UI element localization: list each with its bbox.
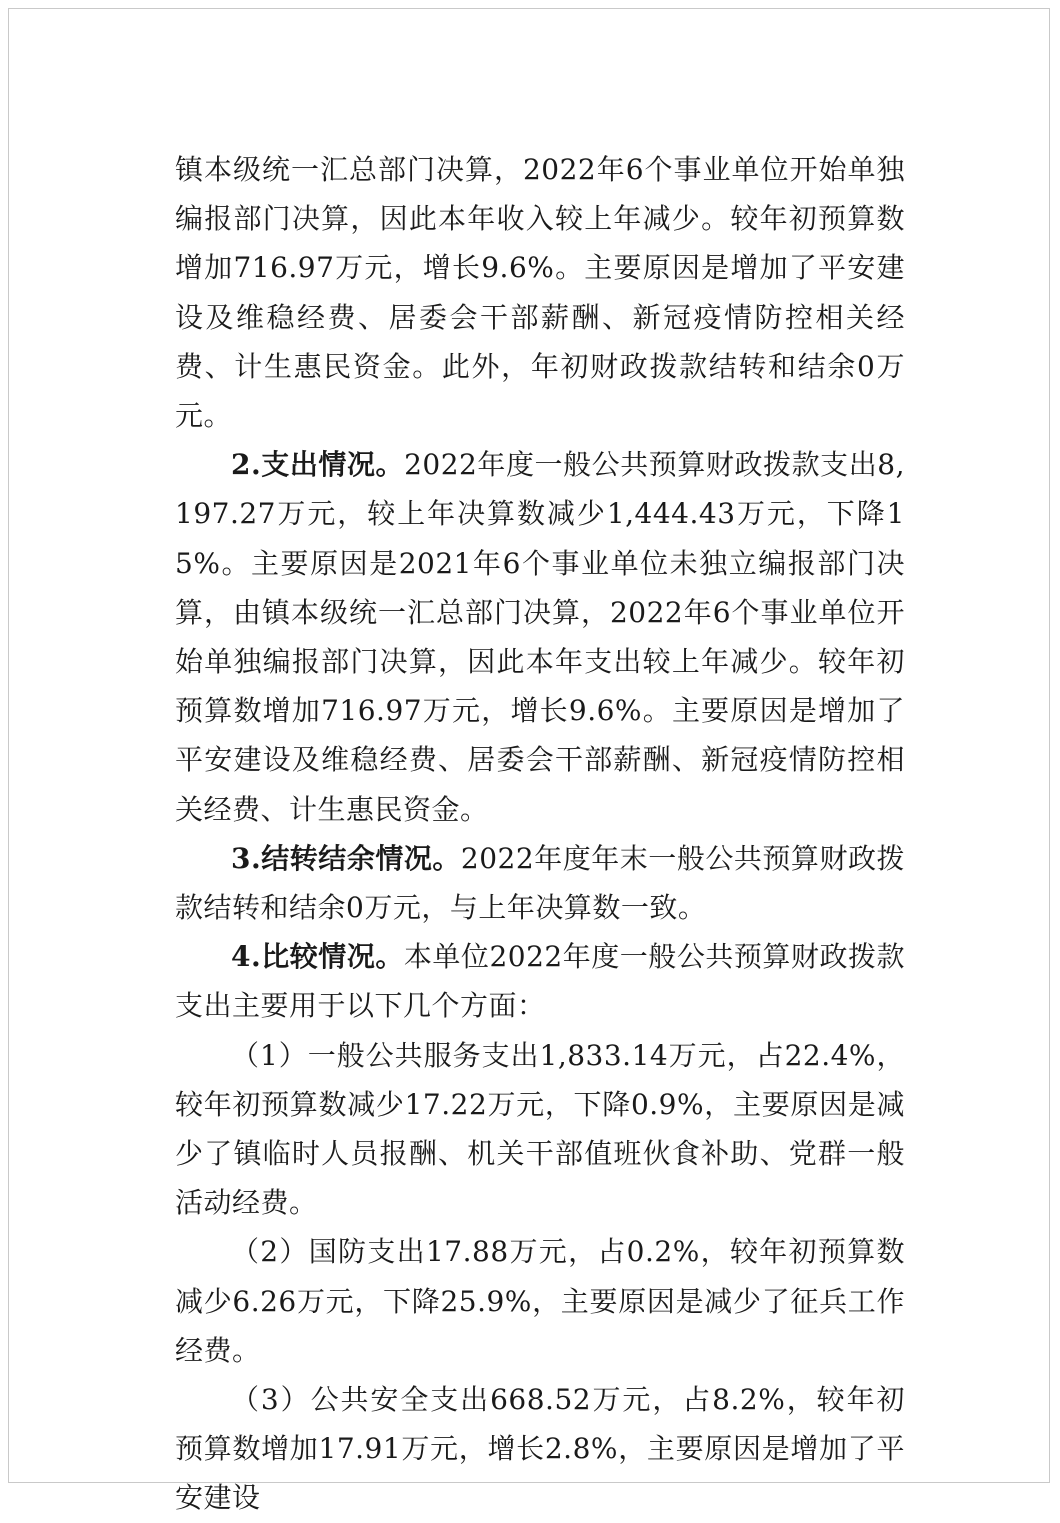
paragraph-general-public-services	[175, 1031, 905, 1228]
paragraph-income-continued	[175, 145, 905, 440]
document-body	[175, 145, 905, 1523]
paragraph-public-safety	[175, 1375, 905, 1523]
paragraph-carryover	[175, 834, 905, 932]
document-page	[8, 8, 1050, 1515]
paragraph-comparison	[175, 932, 905, 1030]
section-heading-expenditure: 2.支出情况。	[231, 448, 405, 482]
paragraph-text: （1）一般公共服务支出1,833.14万元，占22.4%，较年初预算数减少17.22万元，下降0.9%，主要原因是减少了镇临时人员报酬、机关干部值班伙食补助、党群一般活动经费。	[175, 1038, 905, 1220]
paragraph-national-defense	[175, 1227, 905, 1375]
paragraph-expenditure	[175, 440, 905, 834]
paragraph-text: 镇本级统一汇总部门决算，2022年6个事业单位开始单独编报部门决算，因此本年收入较上年减少。较年初预算数增加716.97万元，增长9.6%。主要原因是增加了平安建设及维稳经费、居委会干部薪酬、新冠疫情防控相关经费、计生惠民资金。此外，年初财政拨款结转和结余0万元。	[175, 153, 905, 433]
section-heading-carryover: 3.结转结余情况。	[231, 841, 461, 875]
paragraph-text: 本单位2022年度一般公共预算财政拨款支出主要用于以下几个方面：	[175, 940, 905, 1023]
paragraph-text: （2）国防支出17.88万元，占0.2%，较年初预算数减少6.26万元，下降25.9%，主要原因是减少了征兵工作经费。	[175, 1235, 905, 1367]
paragraph-text: （3）公共安全支出668.52万元，占8.2%，较年初预算数增加17.91万元，增长2.8%，主要原因是增加了平安建设	[175, 1383, 905, 1515]
section-heading-comparison: 4.比较情况。	[231, 940, 404, 974]
paragraph-text: 2022年度一般公共预算财政拨款支出8,197.27万元，较上年决算数减少1,444.43万元，下降15%。主要原因是2021年6个事业单位未独立编报部门决算，由镇本级统一汇总部门决算，2022年6个事业单位开始单独编报部门决算，因此本年支出较上年减少。较年初预算数增加716.97万元，增长9.6%。主要原因是增加了平安建设及维稳经费、居委会干部薪酬、新冠疫情防控相关经费、计生惠民资金。	[175, 448, 905, 826]
paragraph-text: 2022年度年末一般公共预算财政拨款结转和结余0万元，与上年决算数一致。	[175, 841, 905, 925]
